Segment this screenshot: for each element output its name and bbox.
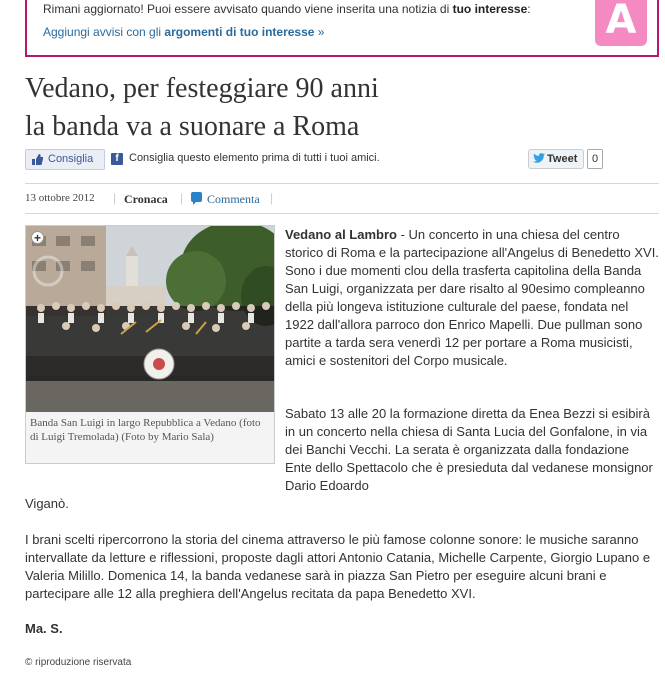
alert-bold-text: tuo interesse [452, 2, 528, 16]
tweet-button[interactable] [528, 149, 584, 169]
article-paragraph-1 [285, 226, 659, 370]
alert-box [25, 0, 659, 57]
band-photo-illustration [26, 226, 274, 412]
copyright-notice: © riproduzione riservata [25, 657, 132, 668]
category-link[interactable]: Cronaca [124, 192, 168, 206]
article-paragraph-2-tail: Viganò. [25, 496, 69, 511]
thumbs-up-icon [31, 153, 44, 166]
meta-separator: | [180, 191, 184, 205]
headline-line-2: la banda va a suonare a Roma [25, 111, 360, 142]
facebook-recommend-text: Consiglia questo elemento prima di tutti i tuoi amici. [129, 152, 380, 164]
comment-link[interactable]: Commenta [207, 192, 260, 206]
article-headline [25, 70, 545, 146]
article-lead: Vedano al Lambro [285, 227, 397, 242]
meta-separator: | [113, 191, 117, 205]
speech-bubble-icon [191, 192, 202, 202]
add-alerts-link[interactable] [43, 25, 324, 39]
meta-separator: | [270, 191, 274, 205]
article-date: 13 ottobre 2012 [25, 192, 95, 204]
photo-caption: Banda San Luigi in largo Repubblica a Vedano (foto di Luigi Tremolada) (Foto by Mario Sala) [30, 417, 261, 443]
photo-container [25, 225, 275, 464]
article-author: Ma. S. [25, 621, 63, 636]
article-paragraph-3: I brani scelti ripercorrono la storia del cinema attraverso le più famose colonne sonore: le musiche saranno intervallate da letture e riflessioni, proposte dagli attori Antonio Catania, Michelle Carpente, Giorgio Lupano e Valeria Milillo. Domenica 14, la banda vedanese sarà in piazza San Pietro per eseguire alcuni brani e partecipare alle 12 alla preghiera dell'Angelus recitata da papa Benedetto XVI. [25, 532, 651, 601]
add-alerts-text: Aggiungi avvisi con gli [43, 25, 165, 39]
facebook-icon: f [111, 153, 123, 165]
divider-top [25, 183, 659, 184]
like-label: Consiglia [48, 153, 94, 165]
add-alerts-bold: argomenti di tuo interesse [164, 25, 315, 39]
tweet-label: Tweet [547, 153, 578, 165]
band-photo[interactable] [26, 226, 274, 412]
alert-text: Rimani aggiornato! Puoi essere avvisato quando viene inserita una notizia di [43, 2, 453, 16]
article-paragraph-2: Sabato 13 alle 20 la formazione diretta da Enea Bezzi si esibirà in un concerto nella chiesa di Santa Lucia del Gonfalone, in via dei Banchi Vecchi. La serata è organizzata dalla fondazione Ente dello Spettacolo che è presieduta dal vedanese monsignor Dario Edoardo [285, 406, 653, 493]
divider-bottom [25, 213, 659, 214]
article-paragraph-1-text: - Un concerto in una chiesa del centro storico di Roma e la partecipazione all'Angelus di Benedetto XVI. Sono i due momenti clou della trasferta capitolina della Banda San Luigi, organizzata per dare risalto al 90esimo compleanno della più longeva istituzione culturale del paese, fondata nel 1922 dall'allora parroco don Enrico Mapelli. Due pullman sono partite a tarda sera venerdì 12 per portare a Roma musicisti, amici e sostenitori del Corpo musicale. [285, 227, 659, 368]
add-alerts-arrow: » [314, 25, 325, 39]
alert-logo-icon[interactable]: A [595, 0, 647, 46]
headline-line-1: Vedano, per festeggiare 90 anni [25, 73, 379, 104]
alert-message [43, 2, 531, 16]
like-button[interactable] [25, 149, 105, 170]
twitter-bird-icon [533, 153, 545, 166]
tweet-count: 0 [587, 149, 603, 169]
alert-text-end: : [527, 2, 531, 16]
social-bar [25, 149, 659, 171]
zoom-plus-icon[interactable]: + [31, 231, 44, 244]
